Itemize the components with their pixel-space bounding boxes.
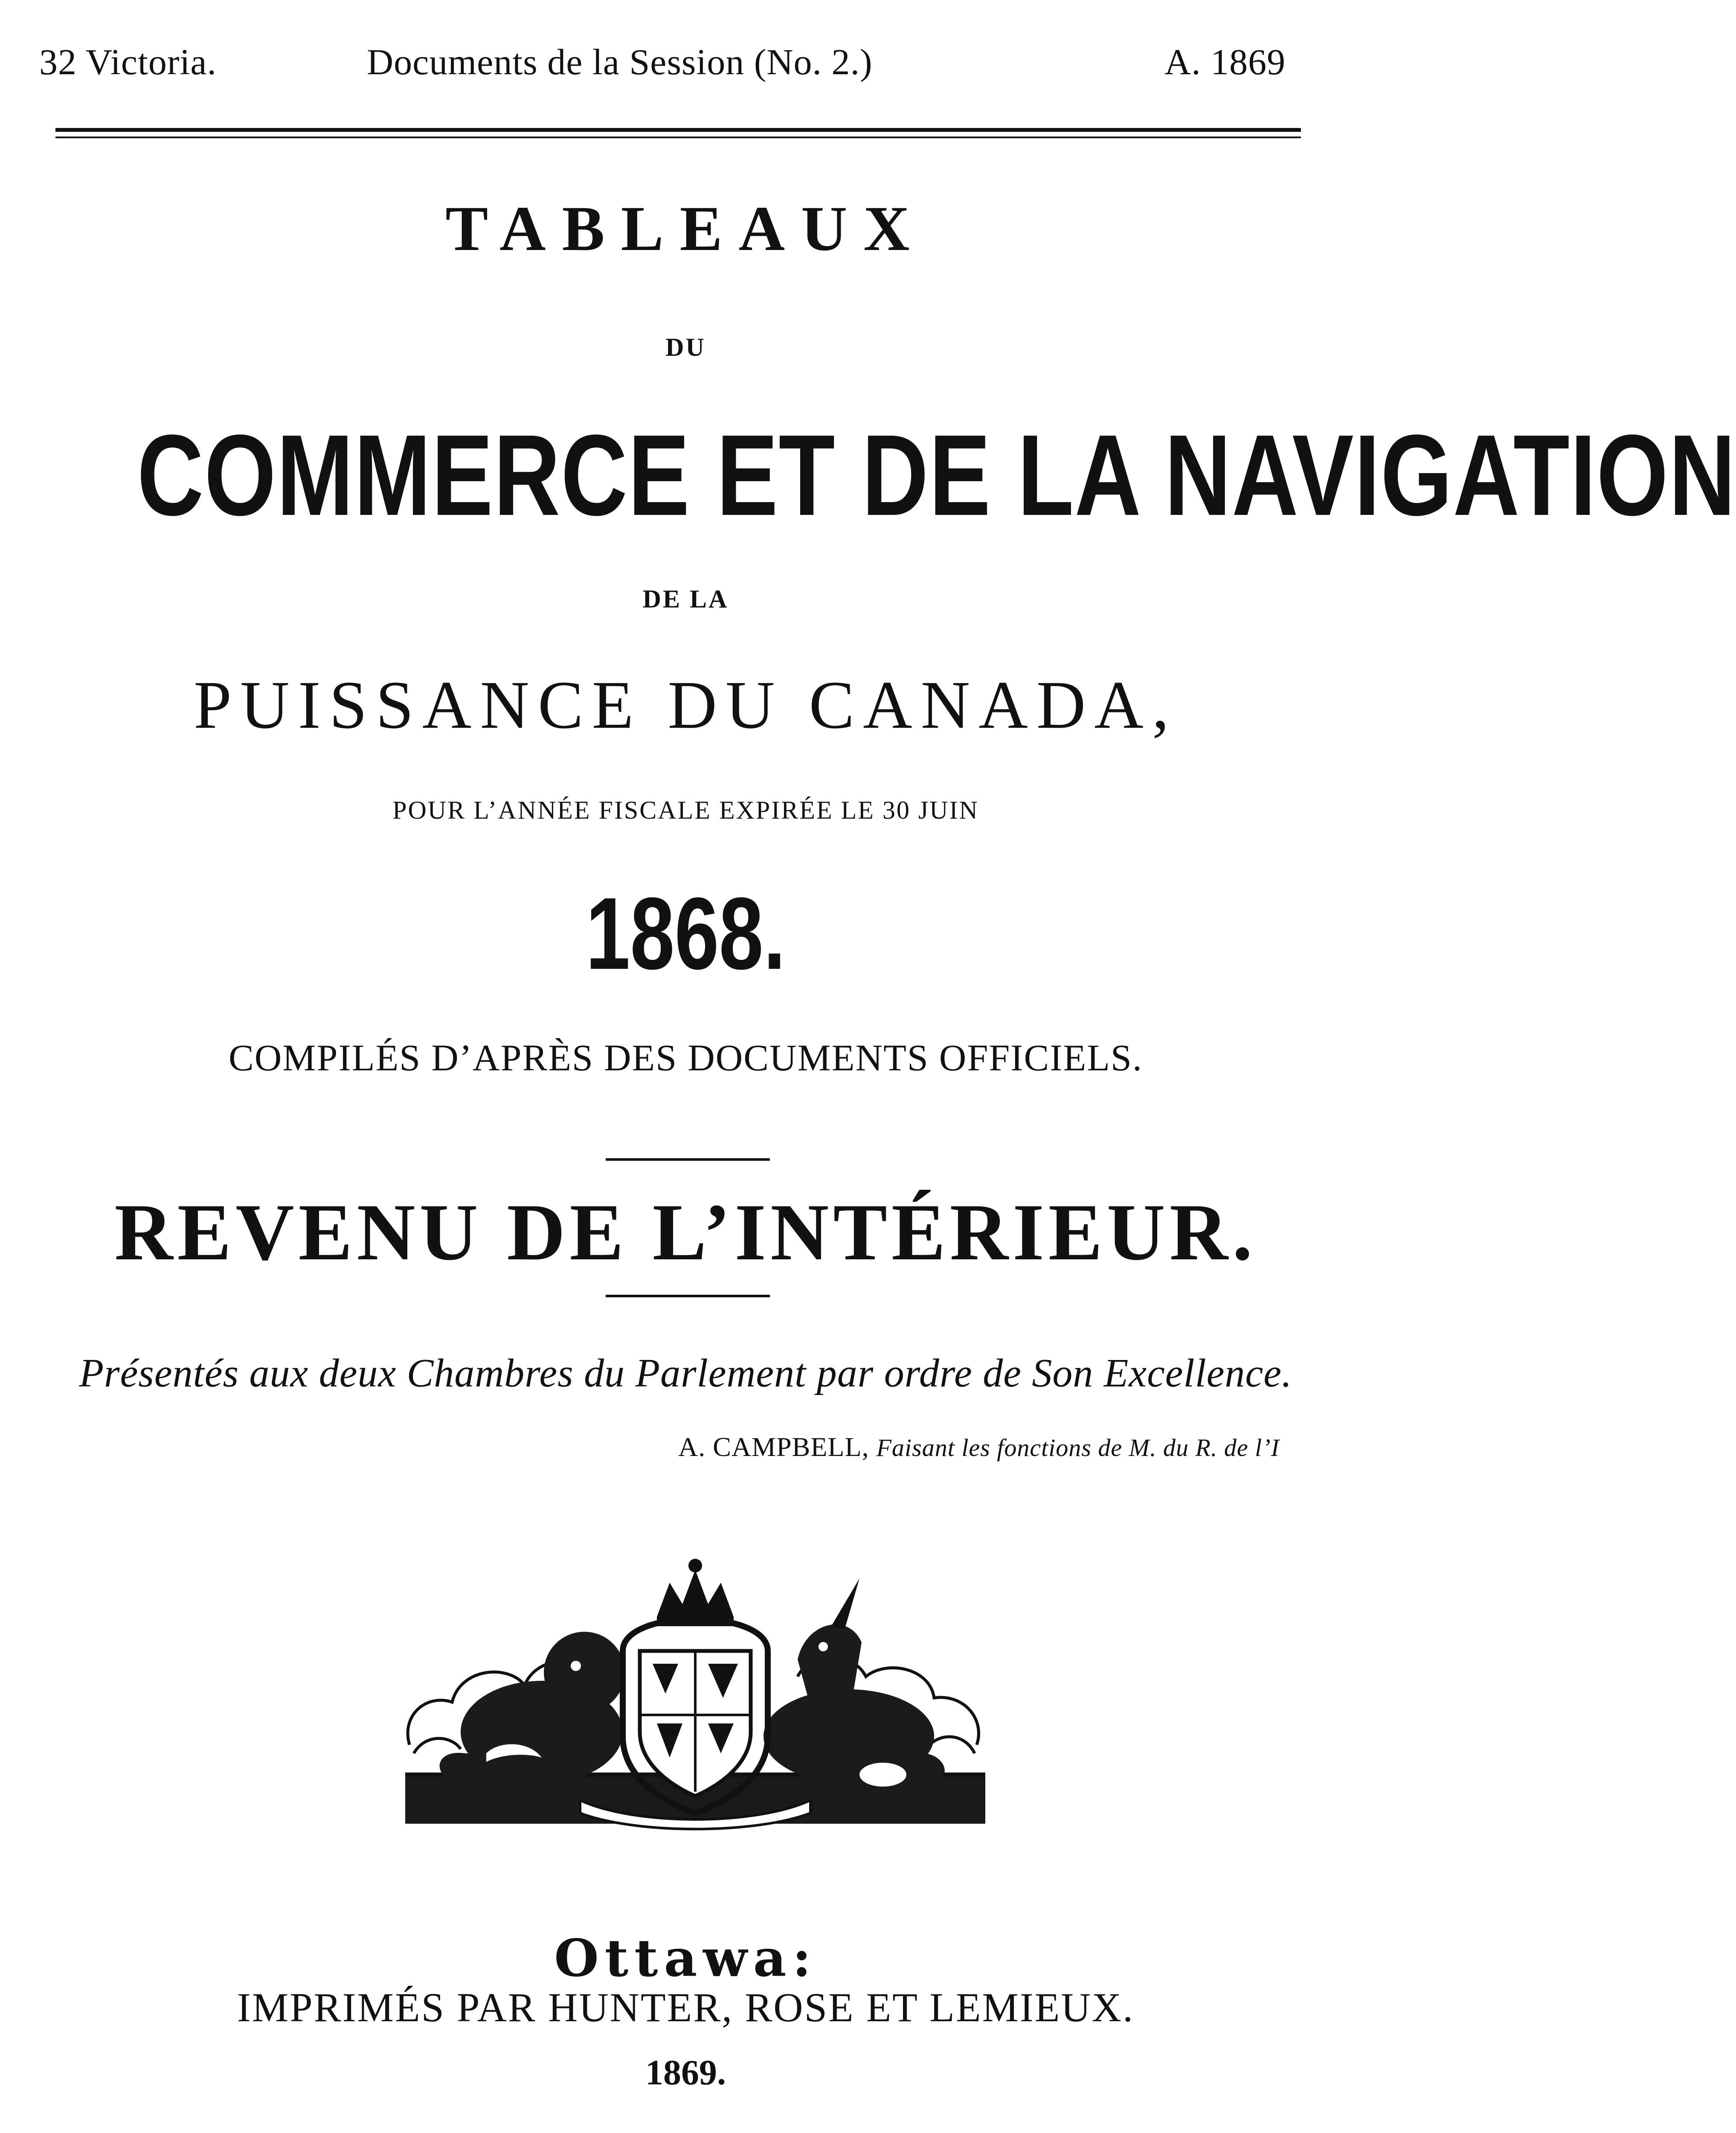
header-left: 32 Victoria.: [39, 41, 217, 82]
header-middle: Documents de la Session (No. 2.): [367, 41, 873, 82]
title-tableaux: TABLEAUX: [445, 193, 926, 264]
signature-line: [678, 1431, 1280, 1463]
signatory-name: A. CAMPBELL,: [678, 1432, 869, 1462]
title-year: 1868.: [586, 876, 786, 991]
title-de-la: DE LA: [642, 585, 729, 613]
header-rule-thin: [55, 137, 1301, 138]
imprint-year: 1869.: [645, 2053, 726, 2092]
title-puissance: PUISSANCE DU CANADA,: [194, 667, 1178, 743]
title-du: DU: [665, 333, 706, 361]
imprint-printer: IMPRIMÉS PAR HUNTER, ROSE ET LEMIEUX.: [237, 1985, 1135, 2030]
title-commerce: COMMERCE ET DE LA NAVIGATION: [137, 411, 1736, 540]
header-right: A. 1869: [1164, 41, 1286, 82]
header-rule-thick: [55, 128, 1301, 132]
presentation-text: Présentés aux deux Chambres du Parlement par ordre de Son Excellence.: [79, 1351, 1292, 1395]
signatory-role: Faisant les fonctions de M. du R. de l’I: [876, 1434, 1280, 1462]
imprint-city: Ottawa:: [554, 1928, 817, 1988]
title-revenu: REVENU DE L’INTÉRIEUR.: [114, 1188, 1257, 1277]
title-fiscal-year-line: POUR L’ANNÉE FISCALE EXPIRÉE LE 30 JUIN: [392, 796, 979, 824]
divider-above-revenu: [606, 1158, 770, 1161]
title-compiles: COMPILÉS D’APRÈS DES DOCUMENTS OFFICIELS.: [229, 1037, 1143, 1079]
coat-of-arms-icon: [401, 1553, 990, 1830]
divider-below-revenu: [606, 1295, 770, 1297]
